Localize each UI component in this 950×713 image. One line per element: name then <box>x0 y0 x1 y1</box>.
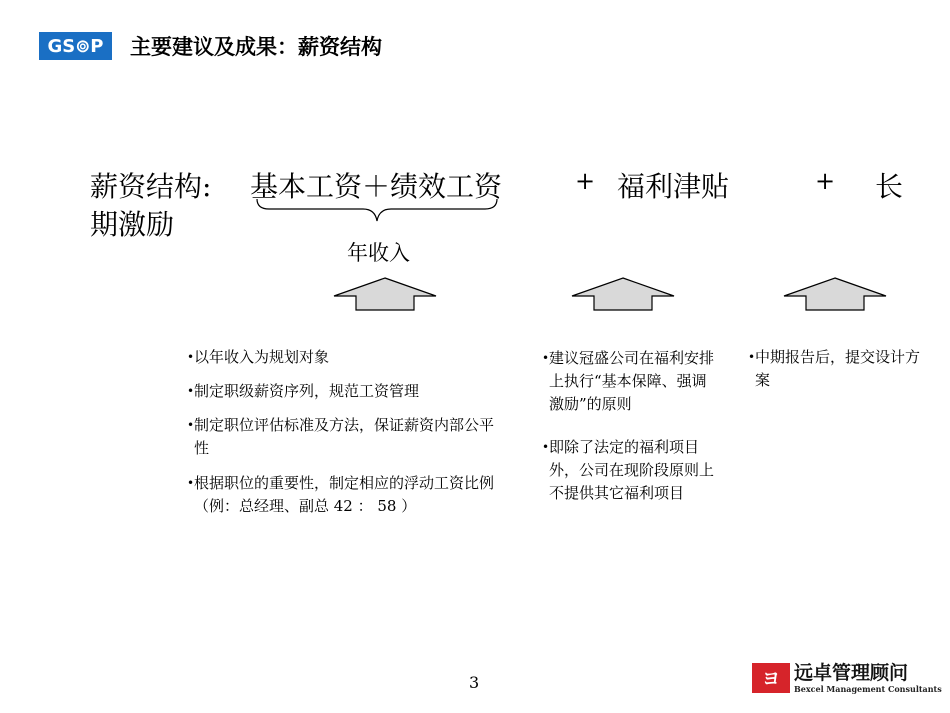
page-number: 3 <box>469 673 480 692</box>
formula-part-benefits: 福利津贴 <box>617 170 730 203</box>
up-arrow-right <box>780 276 890 312</box>
formula-label: 薪资结构: <box>90 170 212 203</box>
formula-part-base-performance: 基本工资＋绩效工资 <box>250 170 503 203</box>
logo-text: GS⊚P <box>47 35 104 57</box>
up-arrow-left <box>330 276 440 312</box>
formula-plus-1: + <box>575 167 596 195</box>
list-item: • 根据职位的重要性，制定相应的浮动工资比例（例：总经理、副总 42 ： 58 ） <box>187 474 495 515</box>
up-arrow-middle <box>568 276 678 312</box>
list-item: • 即除了法定的福利项目外，公司在现阶段原则上不提供其它福利项目 <box>542 438 715 502</box>
formula-part-longterm-line2: 期激励 <box>90 208 175 241</box>
brand-logo <box>752 662 942 694</box>
list-item: • 制定职级薪资序列，规范工资管理 <box>187 382 420 400</box>
list-item: • 制定职位评估标准及方法，保证薪资内部公平性 <box>187 416 495 457</box>
annual-income-brace <box>255 197 500 225</box>
formula-part-longterm-line1: 长 <box>875 170 904 203</box>
brand-name-en: Bexcel Management Consultants <box>794 684 942 694</box>
list-item: • 中期报告后，提交设计方案 <box>748 348 921 389</box>
annual-income-label: 年收入 <box>347 241 410 265</box>
brand-mark-icon: ヨ <box>752 663 790 693</box>
page-title: 主要建议及成果：薪资结构 <box>130 35 382 59</box>
brand-name-cn: 远卓管理顾问 <box>794 662 909 684</box>
company-logo <box>39 32 112 60</box>
list-item: • 以年收入为规划对象 <box>187 348 330 366</box>
formula-plus-2: + <box>815 167 836 195</box>
list-item: • 建议冠盛公司在福利安排上执行“基本保障、强调激励”的原则 <box>542 349 715 413</box>
